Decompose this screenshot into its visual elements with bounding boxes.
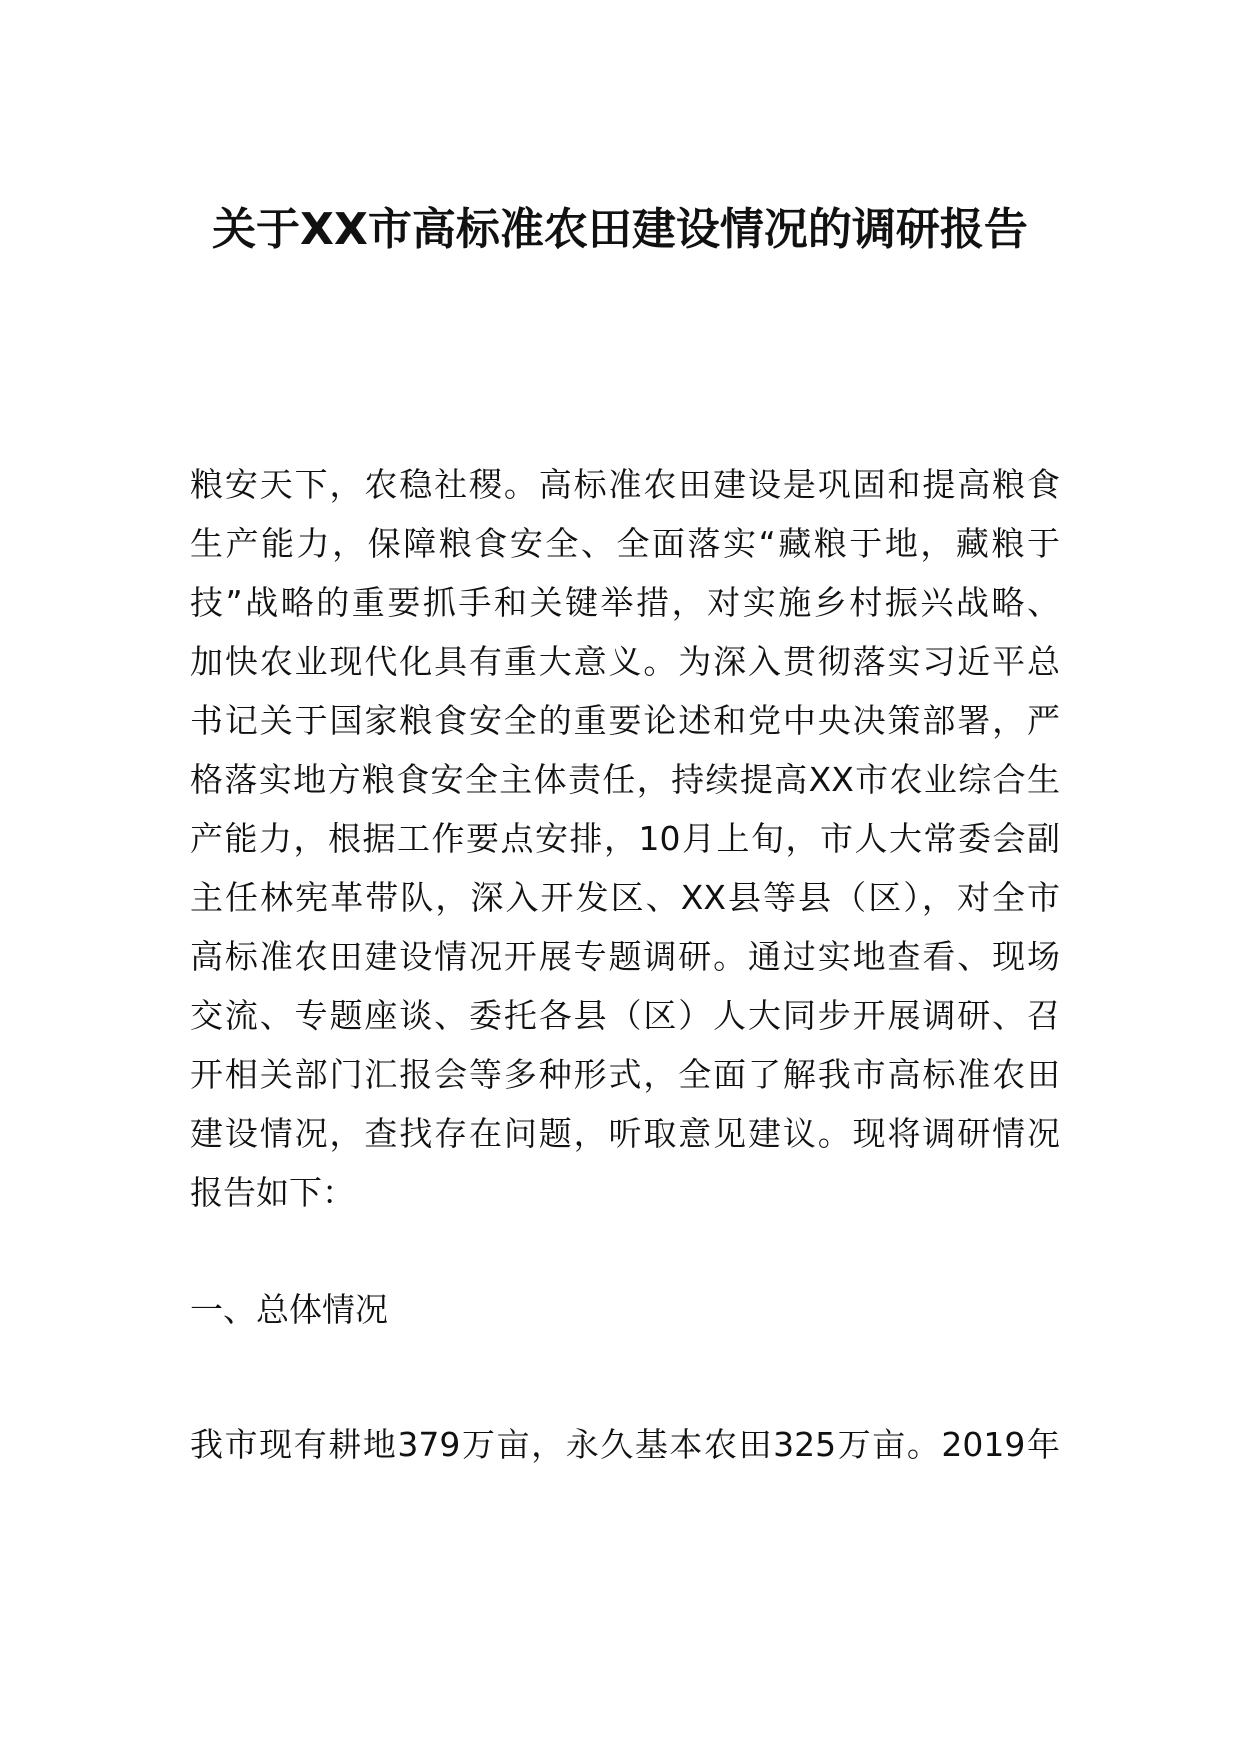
intro-line-12: 建设情况，查找存在问题，听取意见建议。现将调研情况 xyxy=(190,1114,1060,1153)
intro-line-8: 主任林宪革带队，深入开发区、XX县等县（区），对全市 xyxy=(190,878,1060,917)
intro-line-2: 生产能力，保障粮食安全、全面落实“藏粮于地，藏粮于 xyxy=(190,524,1060,563)
intro-line-1: 粮安天下，农稳社稷。高标准农田建设是巩固和提高粮食 xyxy=(190,465,1060,504)
intro-line-6: 格落实地方粮食安全主体责任，持续提高XX市农业综合生 xyxy=(190,760,1060,799)
intro-line-10: 交流、专题座谈、委托各县（区）人大同步开展调研、召 xyxy=(190,996,1060,1035)
intro-line-11: 开相关部门汇报会等多种形式，全面了解我市高标准农田 xyxy=(190,1055,1060,1094)
section-heading-overview: 一、总体情况 xyxy=(190,1290,388,1329)
intro-line-5: 书记关于国家粮食安全的重要论述和党中央决策部署，严 xyxy=(190,701,1060,740)
section1-line-1: 我市现有耕地379万亩，永久基本农田325万亩。2019年 xyxy=(190,1425,1060,1464)
intro-line-4: 加快农业现代化具有重大意义。为深入贯彻落实习近平总 xyxy=(190,642,1060,681)
intro-line-7: 产能力，根据工作要点安排，10月上旬，市人大常委会副 xyxy=(190,819,1060,858)
intro-line-13: 报告如下： xyxy=(190,1173,355,1212)
intro-line-9: 高标准农田建设情况开展专题调研。通过实地查看、现场 xyxy=(190,937,1060,976)
document-title: 关于XX市高标准农田建设情况的调研报告 xyxy=(212,204,1028,255)
intro-line-3: 技”战略的重要抓手和关键举措，对实施乡村振兴战略、 xyxy=(190,583,1060,622)
